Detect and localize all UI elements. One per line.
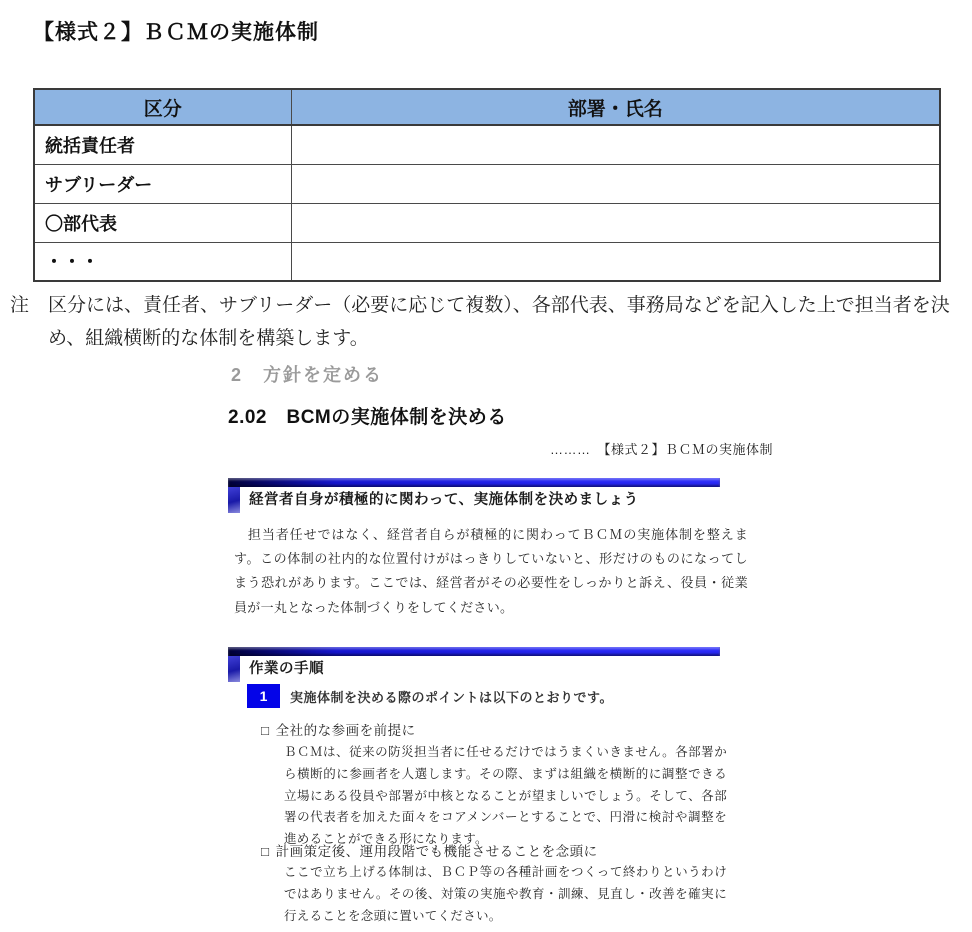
blue-bar-icon <box>228 656 240 682</box>
checklist-item-title <box>261 719 416 739</box>
checkbox-icon: □ <box>261 723 270 738</box>
checklist-title-text: 計画策定後、運用段階でも機能させることを念頭に <box>275 844 598 859</box>
note-marker: 注 <box>10 295 30 316</box>
table-row <box>34 242 940 281</box>
checklist-title-text: 全社的な参画を前提に <box>275 723 416 738</box>
table-row <box>34 203 940 242</box>
checklist-item-title <box>261 840 598 860</box>
step-number-badge: 1 <box>247 684 280 708</box>
implementation-structure-table <box>33 88 941 282</box>
note-text: 区分には、責任者、サブリーダー（必要に応じて複数）、各部代表、事務局などを記入した上で担当者を決め、組織横断的な体制を構築します。 <box>48 295 950 349</box>
page-title: 【様式２】ＢＣＭの実施体制 <box>33 21 319 44</box>
row-value-cell <box>291 164 940 203</box>
advice-body-text: 担当者任せではなく、経営者自らが積極的に関わってＢＣＭの実施体制を整えます。この体制の社内的な位置付けがはっきりしていないと、形だけのものになってしまう恐れがあります。ここでは、経営者がその必要性をしっかりと訴え、役員・従業員が一丸となった体制づくりをしてください。 <box>234 527 748 615</box>
row-label: 統括責任者 <box>34 125 291 164</box>
advice-accent-bar <box>228 478 720 487</box>
row-label: 〇部代表 <box>34 203 291 242</box>
form-reference: ……… 【様式２】ＢＣＭの実施体制 <box>550 442 774 457</box>
advice-header <box>228 487 639 513</box>
row-value-cell <box>291 125 940 164</box>
section-heading: 2.02 BCMの実施体制を決める <box>228 407 507 428</box>
table-header-row <box>34 89 940 125</box>
checkbox-icon: □ <box>261 844 270 859</box>
row-value-cell <box>291 203 940 242</box>
row-value-cell <box>291 242 940 281</box>
step-text: 実施体制を決める際のポイントは以下のとおりです。 <box>290 690 613 705</box>
table-note <box>10 289 962 355</box>
blue-bar-icon <box>228 487 240 513</box>
advice-heading: 経営者自身が積極的に関わって、実施体制を決めましょう <box>249 492 639 508</box>
column-header-kubun: 区分 <box>34 89 291 125</box>
checklist-item-body: ここで立ち上げる体制は、ＢＣＰ等の各種計画をつくって終わりというわけではありません。その後、対策の実施や教育・訓練、見直し・改善を確実に行えることを念頭に置いてください。 <box>284 865 727 923</box>
row-label: ・・・ <box>34 242 291 281</box>
chapter-heading: 2 方針を定める <box>231 365 384 385</box>
table-row <box>34 125 940 164</box>
procedure-heading: 作業の手順 <box>249 661 324 677</box>
procedure-header <box>228 656 324 682</box>
procedure-accent-bar <box>228 647 720 656</box>
column-header-busho-shimei: 部署・氏名 <box>291 89 940 125</box>
table-row <box>34 164 940 203</box>
checklist-item-body: ＢＣＭは、従来の防災担当者に任せるだけではうまくいきません。各部署から横断的に参画者を人選します。その際、まずは組織を横断的に調整できる立場にある役員や部署が中核となることが望ましいでしょう。そして、各部署の代表者を加えた面々をコアメンバーとすることで、円滑に検討や調整を進めることができる形になります。 <box>284 745 727 847</box>
row-label: サブリーダー <box>34 164 291 203</box>
